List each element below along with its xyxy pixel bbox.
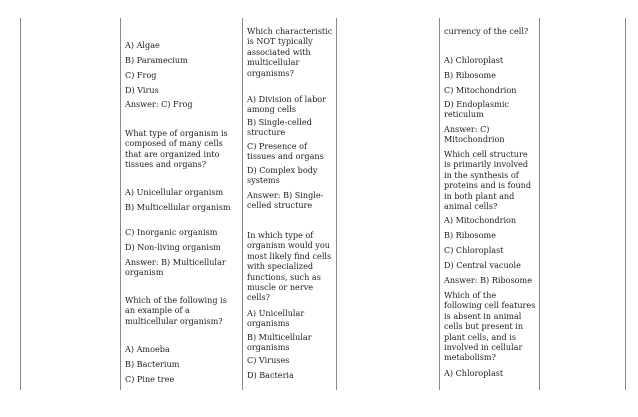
answer-option: A) Unicellular organism xyxy=(125,187,224,197)
answer-option: C) Pine tree xyxy=(125,374,175,384)
answer-option: D) Central vacuole xyxy=(444,260,521,270)
answer-option: D) Non-living organism xyxy=(125,242,221,252)
answer-option: A) Amoeba xyxy=(125,344,170,354)
question-text: Which cell structure is primarily involved in the synthesis of proteins and is found in both plant and animal cells? xyxy=(444,149,532,212)
answer-option: B) Multicellular organism xyxy=(125,202,231,212)
answer-option: D) Bacteria xyxy=(247,370,294,380)
answer-option: D) Endoplasmic reticulum xyxy=(444,99,509,120)
answer-option: A) Division of labor among cells xyxy=(247,94,326,115)
answer-option: B) Paramecium xyxy=(125,55,188,65)
answer-option: A) Chloroplast xyxy=(444,55,504,65)
answer-option: A) Mitochondrion xyxy=(444,215,517,225)
answer-option: C) Frog xyxy=(125,70,157,80)
answer-option: C) Chloroplast xyxy=(444,245,504,255)
answer-option: A) Chloroplast xyxy=(444,368,504,378)
table-column-3 xyxy=(242,18,336,390)
question-text: Which characteristic is NOT typically associated with multicellular organisms? xyxy=(247,26,333,78)
question-text: Which of the following is an example of a multicellular organism? xyxy=(125,295,227,326)
answer-option: D) Virus xyxy=(125,85,159,95)
answer-key: Answer: B) Single-celled structure xyxy=(247,190,324,211)
table-column-4 xyxy=(336,18,439,390)
table-column-2 xyxy=(120,18,242,390)
table-column-1 xyxy=(20,18,120,390)
answer-option: C) Mitochondrion xyxy=(444,85,517,95)
answer-option: B) Ribosome xyxy=(444,230,496,240)
answer-option: D) Complex body systems xyxy=(247,165,318,186)
answer-key: Answer: B) Multicellular organism xyxy=(125,257,226,278)
answer-option: C) Presence of tissues and organs xyxy=(247,141,324,162)
question-text: Which of the following cell features is absent in animal cells but present in plant cells, and is involved in cellular metabolism? xyxy=(444,290,536,363)
answer-option: B) Single-celled structure xyxy=(247,117,312,138)
question-text: What type of organism is composed of many cells that are organized into tissues and organs? xyxy=(125,128,228,170)
answer-option: B) Multicellular organisms xyxy=(247,332,312,353)
answer-option: A) Unicellular organisms xyxy=(247,308,305,329)
table-column-6 xyxy=(539,18,626,390)
answer-key: Answer: B) Ribosome xyxy=(444,275,533,285)
answer-key: Answer: C) Frog xyxy=(125,99,193,109)
question-text: currency of the cell? xyxy=(444,26,529,36)
answer-option: C) Inorganic organism xyxy=(125,227,218,237)
table-column-5 xyxy=(439,18,539,390)
question-text: In which type of organism would you most likely find cells with specialized functions, such as muscle or nerve cells? xyxy=(247,230,332,303)
answer-key: Answer: C) Mitochondrion xyxy=(444,124,505,145)
answer-option: B) Ribosome xyxy=(444,70,496,80)
answer-option: C) Viruses xyxy=(247,355,290,365)
answer-option: B) Bacterium xyxy=(125,359,180,369)
answer-option: A) Algae xyxy=(125,40,160,50)
worksheet-table xyxy=(20,18,626,390)
